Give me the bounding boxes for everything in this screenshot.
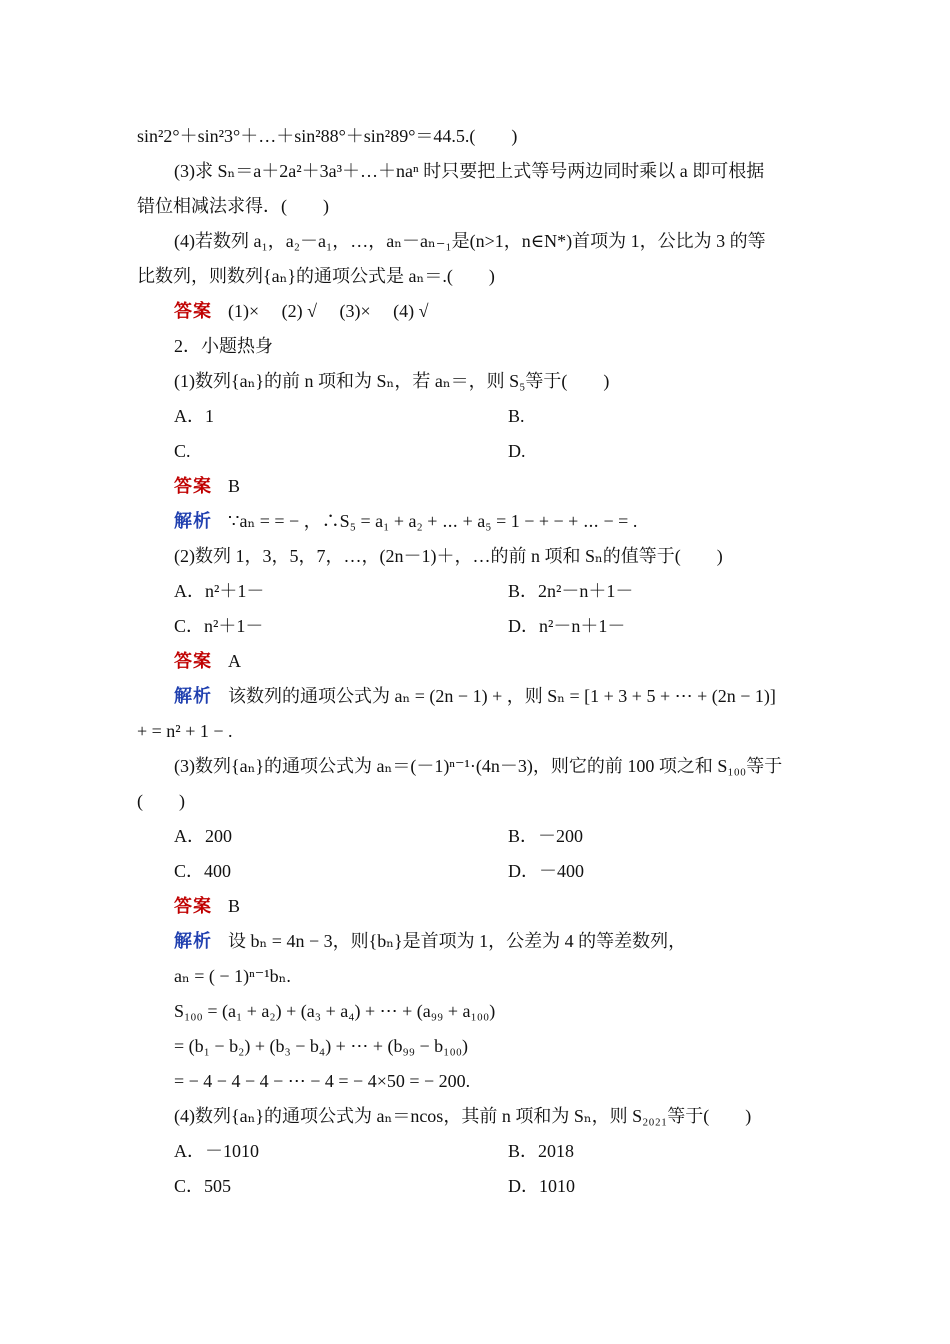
solution-step: = (b₁ − b₂) + (b₃ − b₄) + ⋯ + (b₉₉ − b₁₀₀) — [174, 1036, 469, 1056]
q2-option-d: D．n²－n＋1－ — [508, 616, 626, 636]
text-line: 错位相减法求得．( ) — [137, 196, 329, 216]
question-4: (4)数列{aₙ}的通项公式为 aₙ＝ncos，其前 n 项和为 Sₙ，则 S₂₀₂₁等于( ) — [174, 1106, 752, 1126]
q2-option-b: B．2n²－n＋1－ — [508, 581, 634, 601]
text-line: 比数列，则数列{aₙ}的通项公式是 aₙ＝.( ) — [137, 266, 495, 286]
answer-line — [174, 299, 429, 323]
solution-continued: + = n² + 1 − . — [137, 721, 233, 741]
answer-line — [174, 894, 240, 918]
answer-text: (1)× (2) √ (3)× (4) √ — [228, 301, 429, 321]
q3-option-a: A．200 — [174, 826, 232, 846]
solution-step: = − 4 − 4 − 4 − ⋯ − 4 = − 4×50 = − 200. — [174, 1071, 471, 1091]
answer-text: A — [228, 651, 241, 671]
solution-text: 设 bₙ = 4n − 3，则{bₙ}是首项为 1，公差为 4 的等差数列， — [228, 931, 687, 951]
text-line: (4)若数列 a₁，a₂－a₁，…，aₙ－aₙ₋₁是(n>1，n∈N*)首项为 1，公比为 3 的等 — [174, 231, 766, 251]
section-heading: 2．小题热身 — [174, 336, 273, 356]
question-1: (1)数列{aₙ}的前 n 项和为 Sₙ，若 aₙ＝，则 S₅等于( ) — [174, 371, 610, 391]
q4-option-a: A．－1010 — [174, 1141, 259, 1161]
question-3: (3)数列{aₙ}的通项公式为 aₙ＝(－1)ⁿ⁻¹·(4n－3)，则它的前 100 项之和 S₁₀₀等于 — [174, 756, 783, 776]
solution-text: ∵aₙ = = − ，∴S₅ = a₁ + a₂ + ⋯ + a₅ = 1 − + − + ⋯ − = . — [228, 511, 638, 531]
q2-option-c: C．n²＋1－ — [174, 616, 264, 636]
solution-step: aₙ = ( − 1)ⁿ⁻¹bₙ. — [174, 966, 291, 986]
q4-option-d: D．1010 — [508, 1176, 575, 1196]
solution-line — [174, 509, 637, 533]
answer-text: B — [228, 896, 241, 916]
q2-option-a: A．n²＋1－ — [174, 581, 265, 601]
q4-option-b: B．2018 — [508, 1141, 575, 1161]
text-line: (3)求 Sₙ＝a＋2a²＋3a³＋…＋naⁿ 时只要把上式等号两边同时乘以 a 即可根据 — [174, 161, 765, 181]
answer-line — [174, 649, 241, 673]
solution-line — [174, 684, 776, 708]
solution-step: S₁₀₀ = (a₁ + a₂) + (a₃ + a₄) + ⋯ + (a₉₉ + a₁₀₀) — [174, 1001, 496, 1021]
solution-text: 该数列的通项公式为 aₙ = (2n − 1) + ，则 Sₙ = [1 + 3 + 5 + ⋯ + (2n − 1)] — [228, 686, 776, 706]
q3-option-c: C．400 — [174, 861, 232, 881]
answer-text: B — [228, 476, 241, 496]
text-line: ( ) — [137, 791, 185, 811]
solution-line — [174, 929, 686, 953]
q1-option-c: C. — [174, 441, 191, 461]
answer-line — [174, 474, 240, 498]
answer-label: 答案 — [174, 651, 212, 671]
answer-label: 答案 — [174, 301, 212, 321]
q1-option-b: B. — [508, 406, 525, 426]
solution-label: 解析 — [174, 931, 212, 951]
q3-option-d: D．－400 — [508, 861, 584, 881]
text-line: sin²2°＋sin²3°＋…＋sin²88°＋sin²89°＝44.5.( ) — [137, 126, 518, 146]
q4-option-c: C．505 — [174, 1176, 232, 1196]
question-2: (2)数列 1，3，5，7，…，(2n－1)＋，…的前 n 项和 Sₙ的值等于( ) — [174, 546, 723, 566]
q3-option-b: B．－200 — [508, 826, 584, 846]
answer-label: 答案 — [174, 896, 212, 916]
solution-label: 解析 — [174, 686, 212, 706]
q1-option-d: D. — [508, 441, 526, 461]
answer-label: 答案 — [174, 476, 212, 496]
solution-label: 解析 — [174, 511, 212, 531]
q1-option-a: A．1 — [174, 406, 214, 426]
